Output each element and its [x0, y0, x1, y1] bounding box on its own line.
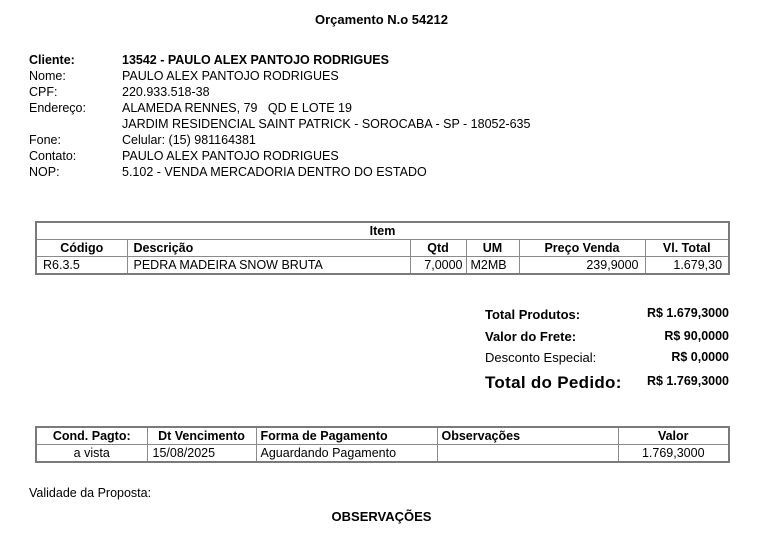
items-caption-row — [36, 222, 729, 240]
cpf-value: 220.933.518-38 — [122, 85, 210, 99]
total-produtos-label: Total Produtos: — [485, 307, 581, 322]
payment-header-row — [36, 427, 729, 445]
cell-preco-venda: 239,9000 — [519, 257, 645, 275]
items-header-row — [36, 240, 729, 257]
nop-value: 5.102 - VENDA MERCADORIA DENTRO DO ESTADO — [122, 165, 427, 179]
payment-table — [35, 426, 730, 463]
valor-frete-value: R$ 90,0000 — [664, 329, 729, 343]
col-header-vl-total: Vl. Total — [645, 240, 729, 257]
client-label: Cliente: — [29, 53, 75, 67]
col-header-codigo: Código — [36, 240, 127, 257]
client-value: 13542 - PAULO ALEX PANTOJO RODRIGUES — [122, 53, 389, 67]
col-header-forma-pagamento: Forma de Pagamento — [256, 427, 437, 445]
col-header-valor: Valor — [618, 427, 729, 445]
desconto-especial-label: Desconto Especial: — [485, 350, 597, 365]
nop-label: NOP: — [29, 165, 60, 179]
address-line1: ALAMEDA RENNES, 79 QD E LOTE 19 — [122, 101, 352, 115]
cell-cond-pagto: a vista — [36, 445, 147, 463]
cell-observacoes — [437, 445, 618, 463]
items-caption: Item — [36, 222, 729, 240]
cell-forma-pagamento: Aguardando Pagamento — [256, 445, 437, 463]
phone-label: Fone: — [29, 133, 61, 147]
col-header-cond-pagto: Cond. Pagto: — [36, 427, 147, 445]
col-header-observacoes: Observações — [437, 427, 618, 445]
table-row — [36, 257, 729, 275]
observacoes-title: OBSERVAÇÕES — [331, 509, 432, 524]
cell-dt-vencimento: 15/08/2025 — [147, 445, 256, 463]
cell-valor: 1.769,3000 — [618, 445, 729, 463]
name-value: PAULO ALEX PANTOJO RODRIGUES — [122, 69, 339, 83]
total-pedido-label: Total do Pedido: — [485, 373, 622, 392]
cell-um: M2MB — [466, 257, 519, 275]
phone-value: Celular: (15) 981164381 — [122, 133, 256, 147]
col-header-qtd: Qtd — [410, 240, 466, 257]
cell-descricao: PEDRA MADEIRA SNOW BRUTA — [127, 257, 410, 275]
total-produtos-value: R$ 1.679,3000 — [646, 306, 729, 320]
col-header-dt-vencimento: Dt Vencimento — [147, 427, 256, 445]
address-label: Endereço: — [29, 101, 86, 115]
cell-qtd: 7,0000 — [410, 257, 466, 275]
total-pedido-value: R$ 1.769,3000 — [646, 374, 729, 388]
col-header-preco-venda: Preço Venda — [519, 240, 645, 257]
contact-label: Contato: — [29, 149, 77, 163]
valor-frete-label: Valor do Frete: — [485, 329, 577, 344]
cell-vl-total: 1.679,30 — [645, 257, 729, 275]
items-table — [35, 221, 730, 275]
col-header-um: UM — [466, 240, 519, 257]
desconto-especial-value: R$ 0,0000 — [671, 350, 729, 364]
contact-value: PAULO ALEX PANTOJO RODRIGUES — [122, 149, 339, 163]
document-title: Orçamento N.o 54212 — [315, 12, 448, 27]
col-header-descricao: Descrição — [127, 240, 410, 257]
cell-codigo: R6.3.5 — [36, 257, 127, 275]
address-line2: JARDIM RESIDENCIAL SAINT PATRICK - SOROCABA - SP - 18052-635 — [122, 117, 531, 131]
cpf-label: CPF: — [29, 85, 58, 99]
name-label: Nome: — [29, 69, 66, 83]
validade-label: Validade da Proposta: — [29, 486, 152, 500]
table-row — [36, 445, 729, 463]
